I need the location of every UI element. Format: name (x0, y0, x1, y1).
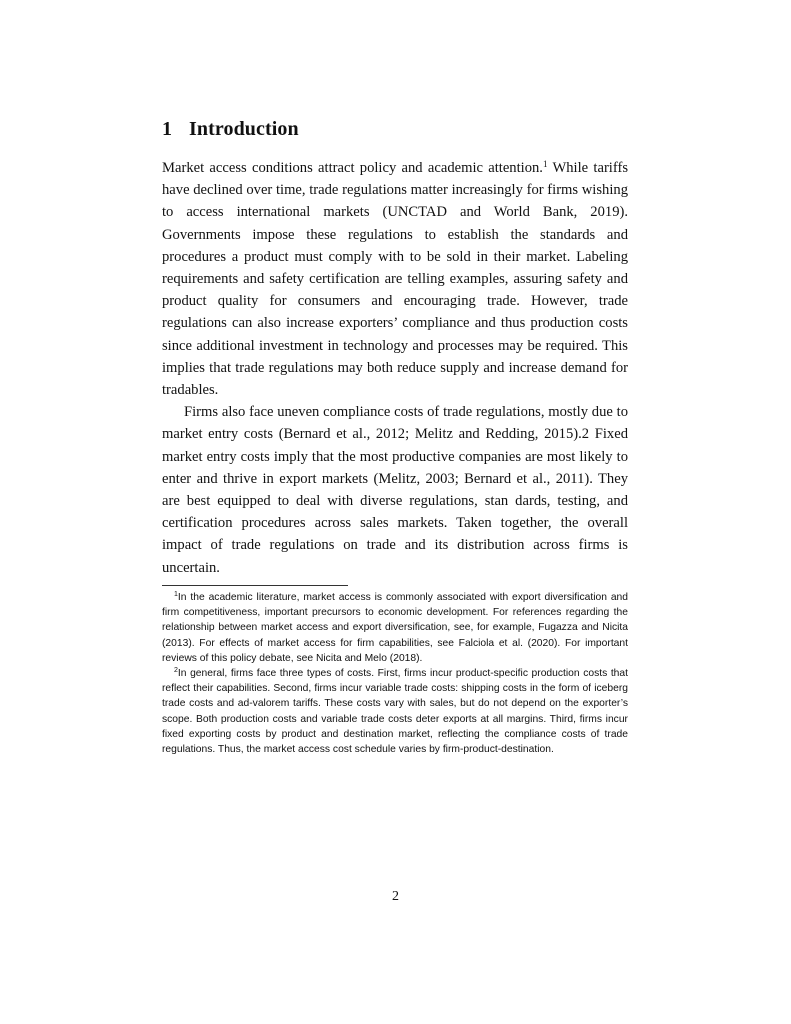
paragraph-1-text-start: Market access conditions attract policy and academic attention. (162, 160, 543, 176)
footnote-1-text: In the academic literature, market access is commonly associated with export diversification and firm competitiveness, important precursors to economic development. For references regarding the relationship between market access and export diversification, see, for example, Fugazza and Nicita (2013). For effects of market access for firm capabilities, see Falciola et al. (2020). For important reviews of this policy debate, see Nicita and Melo (2018). (162, 592, 628, 664)
footnote-2-mark: 2 (174, 667, 178, 675)
footnote-divider (162, 585, 348, 586)
paragraph-1 (162, 157, 628, 401)
paragraph-1-text-end: While tariffs have declined over time, trade regulations matter increasingly for firms wishing to access international markets (UNCTAD and World Bank, 2019). Governments impose these regulations to establish the standards and procedures a product must comply with to be sold in their market. Labeling requirements and safety certification are telling examples, assuring safety and product quality for consumers and encouraging trade. However, trade regulations can also increase exporters’ compliance and thus production costs since additional investment in technology and processes may be required. This implies that trade regulations may both reduce supply and increase demand for tradables. (162, 160, 628, 399)
section-number: 1 (162, 118, 173, 140)
section-title: Introduction (189, 118, 299, 140)
body-text (162, 157, 628, 579)
footnote-1 (162, 590, 628, 666)
footnote-2 (162, 666, 628, 757)
paragraph-2: Firms also face uneven compliance costs of trade regulations, mostly due to market entry costs (Bernard et al., 2012; Melitz and Redding, 2015).2 Fixed market entry costs imply that the most productive companies are most likely to enter and thrive in export markets (Melitz, 2003; Bernard et al., 2011). They are best equipped to deal with diverse regulations, stan dards, testing, and certification procedures across sales markets. Taken together, the overall impact of trade regulations on trade and its distribution across firms is uncertain. (162, 404, 628, 576)
section-heading (162, 118, 299, 141)
footnote-1-mark: 1 (174, 591, 178, 598)
page-number: 2 (392, 889, 399, 904)
footnotes (162, 590, 628, 757)
footnote-mark-1[interactable]: 1 (542, 159, 548, 169)
footnote-2-text: In general, firms face three types of costs. First, firms incur product-specific production costs that reflect their capabilities. Second, firms incur variable trade costs: shipping costs in the form of iceberg trade costs and ad-valorem tariffs. These costs vary with sales, but do not depend on the exporter’s scope. Both production costs and variable trade costs deter exports at all margins. Third, firms incur fixed exporting costs by product and destination market, reflecting the compliance costs of trade regulations. Thus, the market access cost schedule varies by firm-product-destination. (162, 668, 628, 756)
